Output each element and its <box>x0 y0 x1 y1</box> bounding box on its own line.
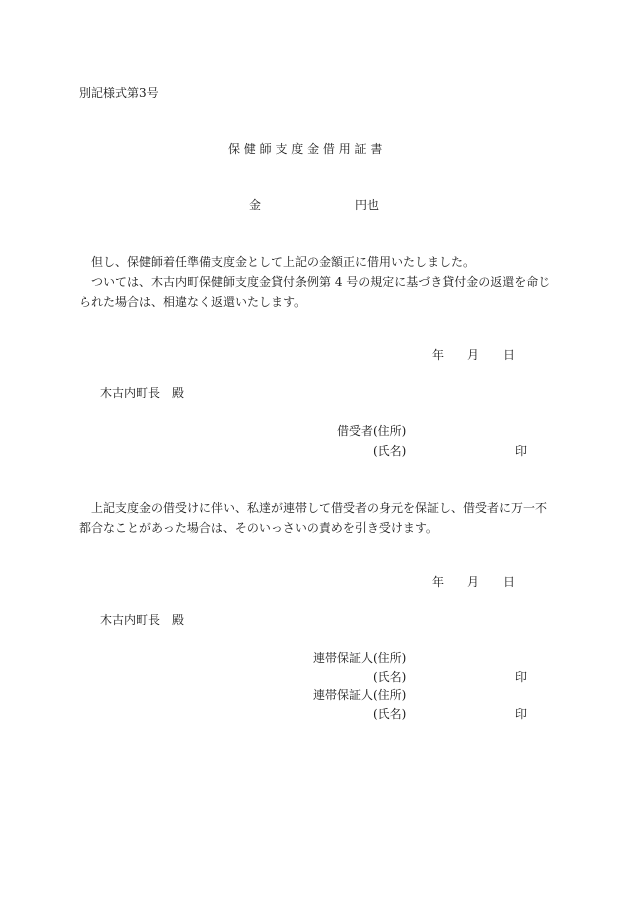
guarantor2-address-label: 連帯保証人(住所) <box>313 688 407 702</box>
amount-kin: 金 <box>249 198 262 212</box>
body-line-1: 但し、保健師着任準備支度金として上記の金額正に借用いたしました。 <box>91 255 476 269</box>
guarantor1-name-label: (氏名) <box>373 670 407 684</box>
guarantee-paragraph <box>79 498 551 538</box>
borrower-seal: 印 <box>515 444 528 458</box>
date-month-2: 月 <box>467 575 480 589</box>
date-month-1: 月 <box>467 348 480 362</box>
addressee-1: 木古内町長 殿 <box>100 386 185 400</box>
form-number: 別記様式第3号 <box>79 86 159 100</box>
date-day-1: 日 <box>503 348 516 362</box>
guarantor1-address-label: 連帯保証人(住所) <box>313 651 407 665</box>
date-day-2: 日 <box>503 575 516 589</box>
body-paragraph <box>79 252 551 312</box>
borrower-address-label: 借受者(住所) <box>337 424 407 438</box>
guarantor2-name-label: (氏名) <box>373 707 407 721</box>
date-year-1: 年 <box>432 348 445 362</box>
borrower-name-label: (氏名) <box>373 444 407 458</box>
addressee-2: 木古内町長 殿 <box>100 613 185 627</box>
body-line-2: ついては、木古内町保健師支度金貸付条例第 4 号の規定に基づき貸付金の返還を命じられた場合は、相違なく返還いたします。 <box>79 275 551 309</box>
guarantee-text: 上記支度金の借受けに伴い、私達が連帯して借受者の身元を保証し、借受者に万一不都合なことがあった場合は、そのいっさいの責めを引き受けます。 <box>79 501 548 535</box>
date-year-2: 年 <box>432 575 445 589</box>
amount-yen: 円也 <box>355 198 380 212</box>
guarantor2-seal: 印 <box>515 707 528 721</box>
guarantor1-seal: 印 <box>515 670 528 684</box>
document-title: 保 健 師 支 度 金 借 用 証 書 <box>228 142 383 156</box>
